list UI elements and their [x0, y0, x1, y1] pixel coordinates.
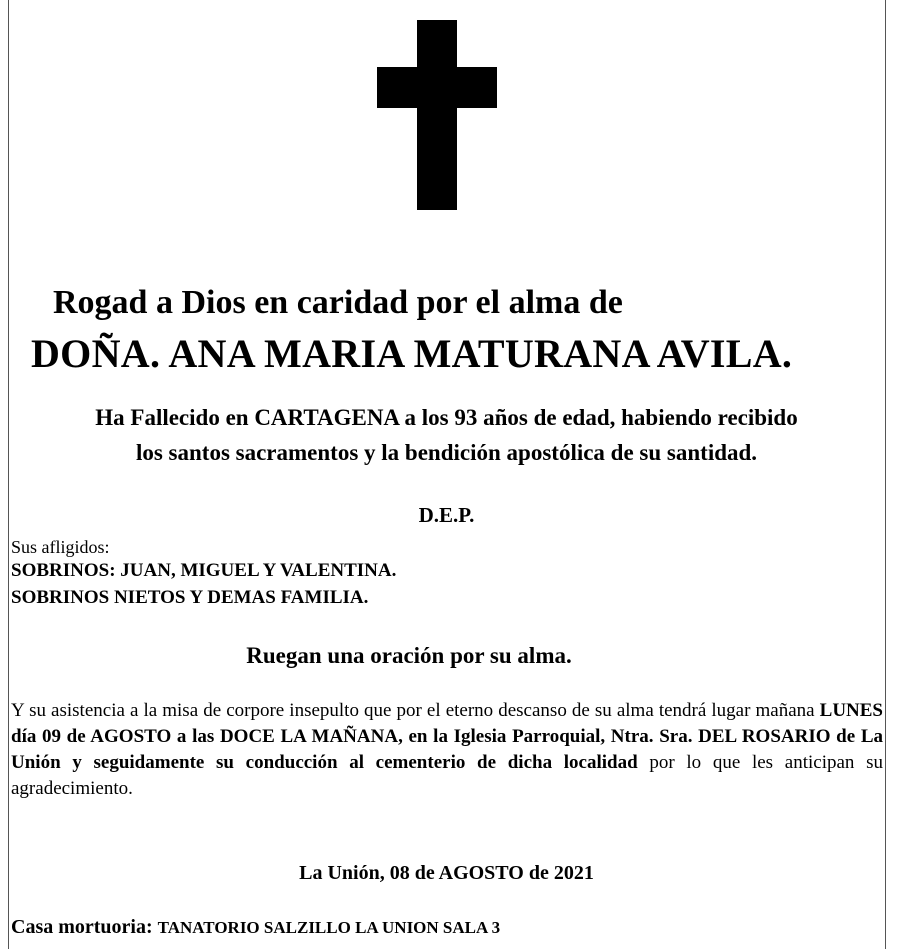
mourners-line-2: SOBRINOS NIETOS Y DEMAS FAMILIA. [11, 587, 369, 608]
death-notice-line-2: los santos sacramentos y la bendición apostólica de su santidad. [135, 440, 758, 465]
mass-outro: por lo que les anticipan su agradecimiento. [11, 752, 883, 799]
deceased-name: DOÑA. ANA MARIA MATURANA AVILA. [31, 331, 793, 376]
latin-cross-icon [377, 20, 497, 210]
cross-horizontal-bar [377, 67, 497, 108]
mass-location: en la Iglesia Parroquial, Ntra. Sra. DEL ROSARIO de La Unión y seguidamente su conducción al cementerio de dicha localidad [11, 726, 884, 773]
funeral-home-value: TANATORIO SALZILLO LA UNION SALA 3 [157, 918, 501, 937]
funeral-home [11, 916, 500, 939]
death-notice-line-1: Ha Fallecido en CARTAGENA a los 93 años de edad, habiendo recibido [95, 405, 798, 430]
mourners-label: Sus afligidos: [11, 537, 110, 557]
mass-intro: Y su asistencia a la misa de corpore insepulto que por el eterno descanso de su alma tendrá lugar mañana [11, 700, 820, 721]
prayer-request: Ruegan una oración por su alma. [246, 643, 572, 668]
mass-paragraph [11, 698, 883, 802]
mourners-line-1: SOBRINOS: JUAN, MIGUEL Y VALENTINA. [11, 560, 397, 581]
funeral-home-label: Casa mortuoria: [11, 916, 153, 938]
place-date: La Unión, 08 de AGOSTO de 2021 [299, 862, 594, 884]
mass-date-time: LUNES día 09 de AGOSTO a las DOCE LA MAÑANA [11, 700, 883, 747]
dep-text: D.E.P. [418, 503, 475, 527]
cross-vertical-bar [417, 20, 457, 210]
obituary-page [8, 0, 886, 949]
mass-separator: , [398, 726, 409, 747]
invocation-text: Rogad a Dios en caridad por el alma de [53, 284, 623, 321]
